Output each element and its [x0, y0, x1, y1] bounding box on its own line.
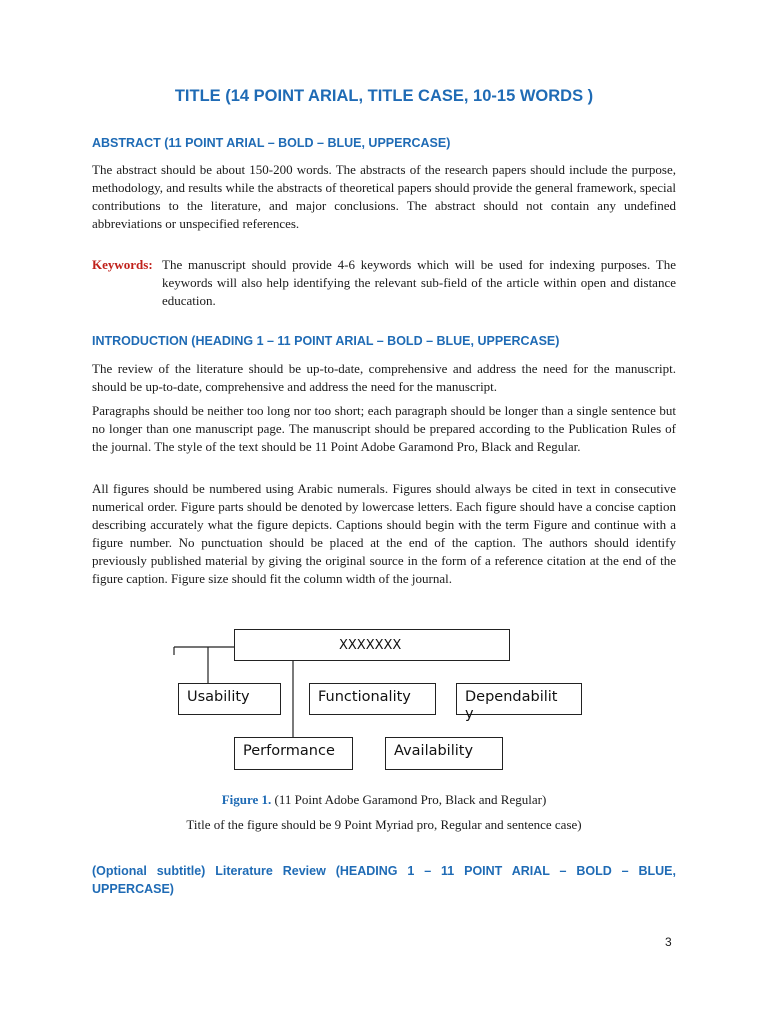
page-number: 3: [665, 935, 672, 949]
keywords-text: The manuscript should provide 4-6 keywords which will be used for indexing purposes. The keywords will also help identifying the relevant sub-field of the article within open and distance education.: [162, 257, 676, 308]
figure-caption-label: Figure 1.: [221, 792, 272, 807]
introduction-paragraph: The review of the literature should be up-to-date, comprehensive and address the need for the manuscript. should be up-to-date, comprehensive and address the need for the manuscript.: [92, 361, 676, 394]
abstract-paragraph: The abstract should be about 150-200 words. The abstracts of the research papers should include the purpose, methodology, and results while the abstracts of theoretical papers should provide the general framework, special contributions to the literature, and major conclusions. The abstract should not contain any undefined abbreviations or unspecified references.: [92, 162, 676, 231]
introduction-heading: INTRODUCTION (HEADING 1 – 11 POINT ARIAL – BOLD – BLUE, UPPERCASE): [92, 334, 560, 348]
figure-caption-text: (11 Point Adobe Garamond Pro, Black and Regular): [271, 792, 547, 807]
figure-subcaption: Title of the figure should be 9 Point Myriad pro, Regular and sentence case): [186, 817, 582, 832]
figure-box-functionality: Functionality: [309, 683, 436, 715]
figure-box-usability: Usability: [178, 683, 281, 715]
keywords-label: Keywords:: [92, 257, 153, 272]
abstract-heading: ABSTRACT (11 POINT ARIAL – BOLD – BLUE, UPPERCASE): [92, 136, 451, 150]
introduction-paragraph: Paragraphs should be neither too long nor too short; each paragraph should be longer than a single sentence but no longer than one manuscript page. The manuscript should be prepared according to the Publication Rules of the journal. The style of the text should be 11 Point Adobe Garamond Pro, Black and Regular.: [92, 403, 676, 454]
literature-review-heading: (Optional subtitle) Literature Review (HEADING 1 – 11 POINT ARIAL – BOLD – BLUE, UPPERCASE): [92, 864, 676, 896]
figure-root-box: XXXXXXX: [234, 629, 510, 661]
document-title: TITLE (14 POINT ARIAL, TITLE CASE, 10-15 WORDS ): [174, 87, 594, 105]
figure-caption: [0, 792, 768, 808]
figure-box-availability: Availability: [385, 737, 503, 770]
introduction-paragraph: All figures should be numbered using Arabic numerals. Figures should always be cited in text in consecutive numerical order. Figure parts should be denoted by lowercase letters. Each figure should have a concise caption describing accurately what the figure depicts. Captions should begin with the term Figure and continue with a figure number. No punctuation should be placed at the end of the caption. The authors should identify previously published material by giving the original source in the form of a reference citation at the end of the figure caption. Figure size should fit the column width of the journal.: [92, 481, 676, 586]
figure-box-dependability: Dependabilit y: [456, 683, 582, 715]
figure-box-performance: Performance: [234, 737, 353, 770]
